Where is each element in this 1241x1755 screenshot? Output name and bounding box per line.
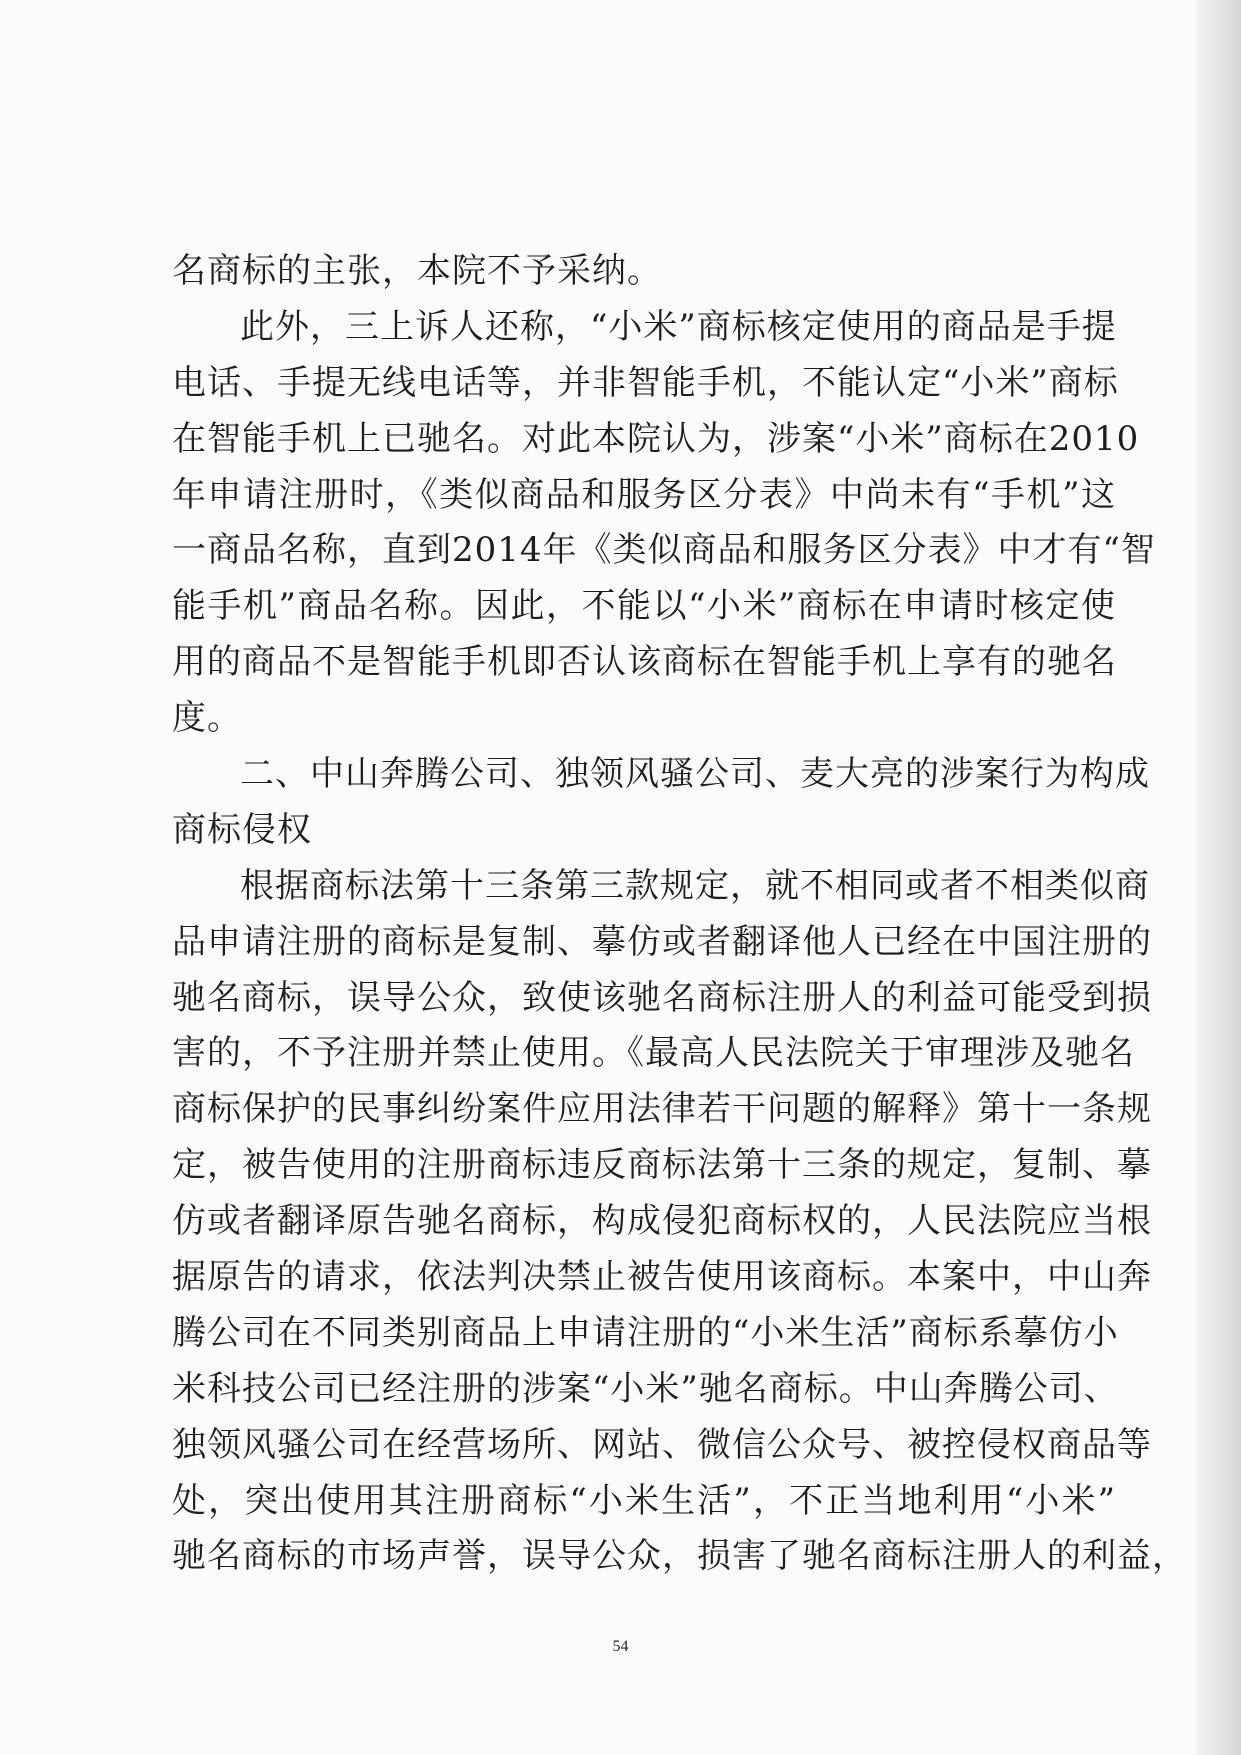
text-line: 此外，三上诉人还称，“小米”商标核定使用的商品是手提 — [240, 306, 1117, 347]
text-line: 仿或者翻译原告驰名商标，构成侵犯商标权的，人民法院应当根 — [172, 1201, 1152, 1242]
text-line: 品申请注册的商标是复制、摹仿或者翻译他人已经在中国注册的 — [172, 921, 1152, 962]
section-heading-line: 二、中山奔腾公司、独领风骚公司、麦大亮的涉案行为构成 — [240, 754, 1150, 795]
page-number: 54 — [612, 1638, 629, 1655]
page-edge-shadow — [1197, 0, 1241, 1755]
section-heading-line: 商标侵权 — [172, 809, 312, 850]
text-line: 根据商标法第十三条第三款规定，就不相同或者不相类似商 — [240, 865, 1150, 906]
text-line: 腾公司在不同类别商品上申请注册的“小米生活”商标系摹仿小 — [172, 1312, 1119, 1353]
text-line: 米科技公司已经注册的涉案“小米”驰名商标。中山奔腾公司、 — [172, 1368, 1119, 1409]
text-line: 驰名商标，误导公众，致使该驰名商标注册人的利益可能受到损 — [172, 977, 1152, 1018]
text-line: 用的商品不是智能手机即否认该商标在智能手机上享有的驰名 — [172, 642, 1117, 683]
text-line: 在智能手机上已驰名。对此本院认为，涉案“小米”商标在2010 — [172, 418, 1140, 459]
text-line: 电话、手提无线电话等，并非智能手机，不能认定“小米”商标 — [172, 362, 1119, 403]
document-body — [172, 244, 1187, 1585]
text-line: 名商标的主张，本院不予采纳。 — [172, 251, 662, 291]
text-line: 独领风骚公司在经营场所、网站、微信公众号、被控侵权商品等 — [172, 1424, 1152, 1465]
text-line: 年申请注册时，《类似商品和服务区分表》中尚未有“手机”这 — [172, 474, 1116, 515]
text-line: 定，被告使用的注册商标违反商标法第十三条的规定，复制、摹 — [172, 1145, 1152, 1186]
text-line: 驰名商标的市场声誉，误导公众，损害了驰名商标注册人的利益， — [172, 1536, 1187, 1577]
text-line: 处，突出使用其注册商标“小米生活”，不正当地利用“小米” — [172, 1480, 1116, 1521]
text-line: 据原告的请求，依法判决禁止被告使用该商标。本案中，中山奔 — [172, 1257, 1152, 1298]
text-line: 害的，不予注册并禁止使用。《最高人民法院关于审理涉及驰名 — [172, 1033, 1135, 1074]
text-line: 一商品名称，直到2014年《类似商品和服务区分表》中才有“智 — [172, 530, 1156, 571]
text-line: 商标保护的民事纠纷案件应用法律若干问题的解释》第十一条规 — [172, 1089, 1152, 1130]
text-line: 能手机”商品名称。因此，不能以“小米”商标在申请时核定使 — [172, 586, 1116, 627]
text-line: 度。 — [172, 698, 242, 739]
